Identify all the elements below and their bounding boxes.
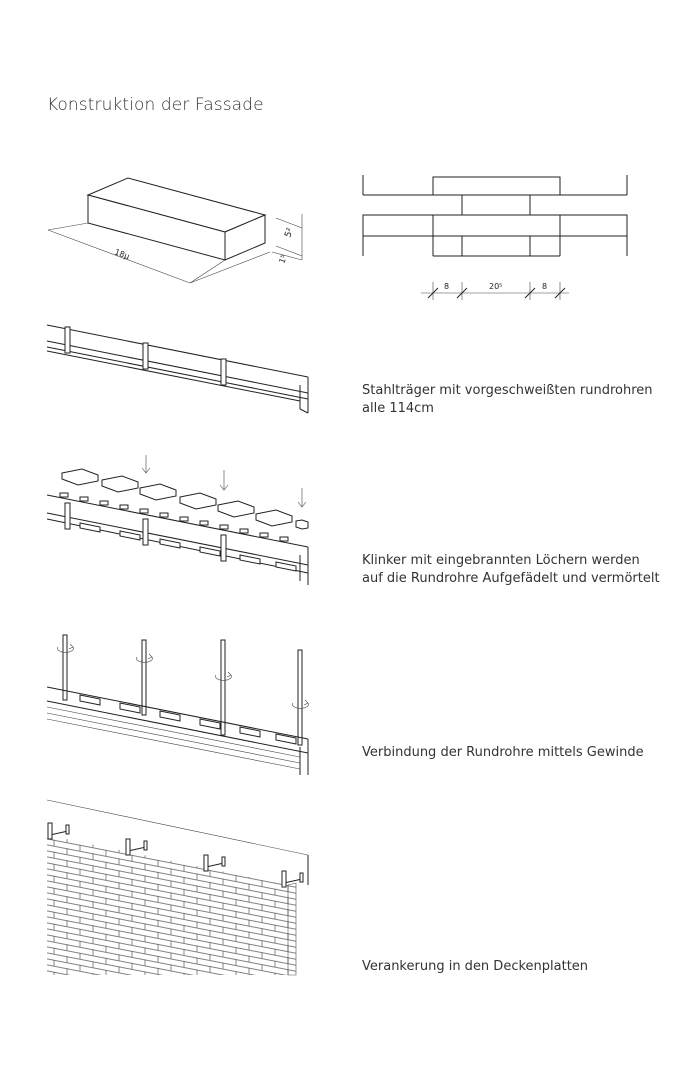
- dim-middle: 20⁵: [489, 282, 503, 291]
- plan-section-figure: [355, 170, 645, 310]
- brick-threading-figure: [40, 455, 330, 590]
- step-2-caption-line-1: Klinker mit eingebrannten Löchern werden: [362, 553, 640, 568]
- brick-length-label: 18µ: [113, 247, 131, 262]
- dim-right: 8: [542, 282, 548, 291]
- anchored-wall-figure: [40, 795, 330, 980]
- brick-height-label: 5²: [283, 226, 297, 240]
- step-4-caption: [362, 958, 588, 976]
- step-1-caption: [362, 382, 653, 418]
- step-1-caption-line-2: alle 114cm: [362, 401, 434, 416]
- step-2-caption: [362, 552, 660, 588]
- threaded-tubes-figure: [40, 635, 330, 785]
- step-4-caption-line-1: Verankerung in den Deckenplatten: [362, 959, 589, 974]
- page-title: Konstruktion der Fassade: [47, 95, 264, 115]
- step-3-caption: [362, 744, 644, 762]
- brick-depth-label: 1⁵: [277, 253, 289, 265]
- step-1-caption-line-1: Stahlträger mit vorgeschweißten rundrohren: [362, 383, 653, 398]
- steel-beam-figure: [40, 315, 330, 425]
- step-2-caption-line-2: auf die Rundrohre Aufgefädelt und vermörtelt: [362, 571, 660, 586]
- dim-left: 8: [444, 282, 450, 291]
- step-3-caption-line-1: Verbindung der Rundrohre mittels Gewinde: [362, 745, 644, 760]
- brick-isometric-figure: [40, 170, 330, 300]
